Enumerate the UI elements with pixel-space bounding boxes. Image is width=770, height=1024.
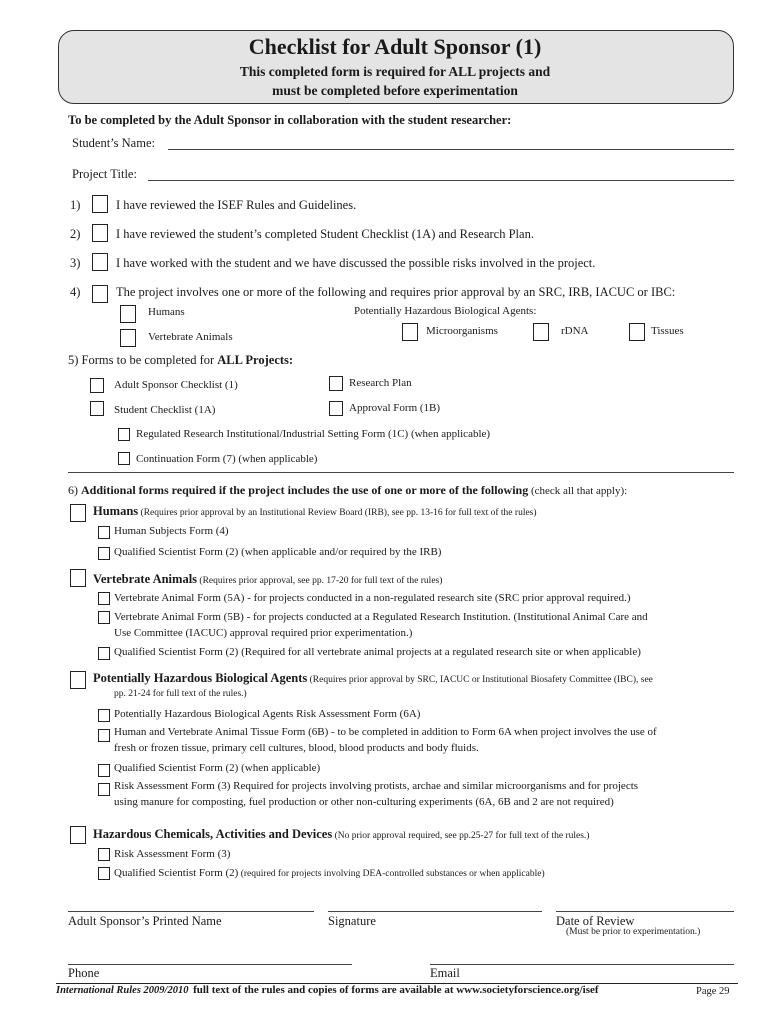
student-name-label: Student’s Name:: [72, 136, 155, 150]
rdna-checkbox[interactable]: [533, 323, 549, 341]
signature-field[interactable]: [328, 911, 542, 912]
date-label: Date of Review: [556, 914, 635, 928]
project-title-field[interactable]: [148, 180, 734, 181]
email-label: Email: [430, 966, 460, 980]
section-6-suffix: (check all that apply):: [528, 485, 628, 497]
phba-qs-form-checkbox[interactable]: [98, 764, 110, 777]
form-5a-label: Vertebrate Animal Form (5A) - for projects conducted in a non-regulated research site (SRC prior approval required.): [114, 592, 631, 604]
form-6b-checkbox[interactable]: [98, 729, 110, 742]
form-7-checkbox[interactable]: [118, 452, 130, 465]
vertebrate-qs-form-label: Qualified Scientist Form (2) (Required for all vertebrate animal projects at a regulated research site or when applicable): [114, 646, 641, 658]
item-2-checkbox[interactable]: [92, 224, 108, 242]
form-subtitle-line1: This completed form is required for ALL projects and: [239, 64, 551, 79]
section-6-prefix: 6): [68, 483, 81, 497]
section-5-bold: ALL Projects:: [217, 353, 294, 367]
hazchem-section-checkbox[interactable]: [70, 826, 86, 844]
form-1a-checkbox[interactable]: [90, 401, 104, 416]
email-field[interactable]: [430, 964, 734, 965]
rdna-label: rDNA: [561, 325, 589, 337]
form-6b-label-2: fresh or frozen tissue, primary cell cultures, blood, blood products and body fluids.: [114, 742, 479, 754]
vertebrate-checkbox[interactable]: [120, 329, 136, 347]
form-3-hazchem-checkbox[interactable]: [98, 848, 110, 861]
tissues-checkbox[interactable]: [629, 323, 645, 341]
hazchem-section-note: (No prior approval required, see pp.25-27 for full text of the rules.): [332, 831, 590, 841]
date-field[interactable]: [556, 911, 734, 912]
research-plan-label: Research Plan: [349, 377, 412, 389]
phba-qs-form-label: Qualified Scientist Form (2) (when applicable): [114, 762, 321, 774]
hazchem-qs-form-checkbox[interactable]: [98, 867, 110, 880]
humans-section-title: Humans: [93, 504, 139, 518]
section-6-bold: Additional forms required if the project includes the use of one or more of the following: [81, 483, 529, 497]
student-name-field[interactable]: [168, 149, 734, 150]
hazchem-section-title: Hazardous Chemicals, Activities and Devices: [93, 827, 333, 841]
vertebrate-section-heading: [93, 572, 442, 587]
hazchem-qs-form-label: [114, 867, 545, 879]
item-2-label: I have reviewed the student’s completed Student Checklist (1A) and Research Plan.: [116, 227, 534, 241]
item-2-number: 2): [70, 227, 81, 241]
printed-name-label: Adult Sponsor’s Printed Name: [68, 914, 222, 928]
phba-section-title: Potentially Hazardous Biological Agents: [93, 671, 308, 685]
phba-section-heading: [93, 671, 653, 686]
vertebrate-section-title: Vertebrate Animals: [93, 572, 198, 586]
form-1-label: Adult Sponsor Checklist (1): [114, 379, 238, 391]
form-1-checkbox[interactable]: [90, 378, 104, 393]
humans-label: Humans: [148, 306, 185, 318]
form-6b-label-1: Human and Vertebrate Animal Tissue Form (6B) - to be completed in addition to Form 6A when project involves the use of: [114, 726, 657, 738]
page-number: Page 29: [696, 986, 730, 997]
vertebrate-section-checkbox[interactable]: [70, 569, 86, 587]
section-6-heading: [68, 483, 627, 498]
item-1-number: 1): [70, 198, 81, 212]
item-3-label: I have worked with the student and we have discussed the possible risks involved in the project.: [116, 256, 596, 270]
phba-label: Potentially Hazardous Biological Agents:: [354, 305, 537, 317]
item-1-label: I have reviewed the ISEF Rules and Guidelines.: [116, 198, 357, 212]
tissues-label: Tissues: [651, 325, 684, 337]
form-1a-label: Student Checklist (1A): [114, 404, 216, 416]
form-5b-checkbox[interactable]: [98, 611, 110, 624]
humans-section-checkbox[interactable]: [70, 504, 86, 522]
section-5-prefix: 5) Forms to be completed for: [68, 353, 218, 367]
phone-label: Phone: [68, 966, 100, 980]
form-5b-label-1: Vertebrate Animal Form (5B) - for projects conducted at a Regulated Research Institution. (Institutional Animal Care and: [114, 611, 648, 623]
hazchem-section-heading: [93, 827, 589, 842]
form-6a-label: Potentially Hazardous Biological Agents Risk Assessment Form (6A): [114, 708, 421, 720]
vertebrate-section-note: (Requires prior approval, see pp. 17-20 for full text of the rules): [197, 576, 443, 586]
phba-section-note: (Requires prior approval by SRC, IACUC or Institutional Biosafety Committee (IBC), see: [307, 675, 653, 685]
form-4-checkbox[interactable]: [98, 526, 110, 539]
phba-section-note-2: pp. 21-24 for full text of the rules.): [114, 689, 247, 699]
microorganisms-label: Microorganisms: [426, 325, 498, 337]
intro-text: To be completed by the Adult Sponsor in collaboration with the student researcher:: [68, 113, 512, 127]
item-3-number: 3): [70, 256, 81, 270]
item-1-checkbox[interactable]: [92, 195, 108, 213]
research-plan-checkbox[interactable]: [329, 376, 343, 391]
microorganisms-checkbox[interactable]: [402, 323, 418, 341]
form-1b-label: Approval Form (1B): [349, 402, 441, 414]
item-4-label: The project involves one or more of the following and requires prior approval by an SRC, IRB, IACUC or IBC:: [116, 285, 676, 299]
form-1b-checkbox[interactable]: [329, 401, 343, 416]
form-1c-label: Regulated Research Institutional/Industrial Setting Form (1C) (when applicable): [136, 428, 491, 440]
form-7-label: Continuation Form (7) (when applicable): [136, 453, 318, 465]
project-title-label: Project Title:: [72, 167, 137, 181]
item-4-number: 4): [70, 285, 81, 299]
footer-left: International Rules 2009/2010: [56, 985, 189, 996]
humans-checkbox[interactable]: [120, 305, 136, 323]
humans-qs-form-checkbox[interactable]: [98, 547, 110, 560]
form-5b-label-2: Use Committee (IACUC) approval required prior experimentation.): [114, 627, 413, 639]
item-3-checkbox[interactable]: [92, 253, 108, 271]
footer-middle: full text of the rules and copies of forms are available at www.societyforscience.org/isef: [193, 984, 599, 996]
form-title: Checklist for Adult Sponsor (1): [248, 34, 542, 59]
humans-section-note: (Requires prior approval by an Institutional Review Board (IRB), see pp. 13-16 for full text of the rules): [138, 508, 537, 518]
form-subtitle-line2: must be completed before experimentation: [272, 83, 518, 98]
form-3-phba-label-2: using manure for composting, fuel production or other non-culturing experiments (6A, 6B and 2 are not required): [114, 796, 614, 808]
form-3-phba-label-1: Risk Assessment Form (3) Required for projects involving protists, archae and similar microorganisms and for projects: [114, 780, 639, 792]
form-1c-checkbox[interactable]: [118, 428, 130, 441]
section-5-heading: [68, 353, 293, 368]
humans-qs-form-label: Qualified Scientist Form (2) (when applicable and/or required by the IRB): [114, 546, 442, 558]
hazchem-qs-form-title: Qualified Scientist Form (2): [114, 867, 239, 879]
printed-name-field[interactable]: [68, 911, 314, 912]
signature-label: Signature: [328, 914, 376, 928]
section-divider: [68, 472, 734, 473]
item-4-checkbox[interactable]: [92, 285, 108, 303]
form-3-hazchem-label: Risk Assessment Form (3): [114, 848, 231, 860]
form-6a-checkbox[interactable]: [98, 709, 110, 722]
phba-section-checkbox[interactable]: [70, 671, 86, 689]
form-3-phba-checkbox[interactable]: [98, 783, 110, 796]
vertebrate-label: Vertebrate Animals: [148, 331, 233, 343]
hazchem-qs-form-note: (required for projects involving DEA-controlled substances or when applicable): [238, 869, 545, 879]
date-note: (Must be prior to experimentation.): [566, 927, 701, 937]
humans-section-heading: [93, 504, 537, 519]
footer: [56, 984, 599, 996]
form-5a-checkbox[interactable]: [98, 592, 110, 605]
form-4-label: Human Subjects Form (4): [114, 525, 229, 537]
phone-field[interactable]: [68, 964, 352, 965]
vertebrate-qs-form-checkbox[interactable]: [98, 647, 110, 660]
